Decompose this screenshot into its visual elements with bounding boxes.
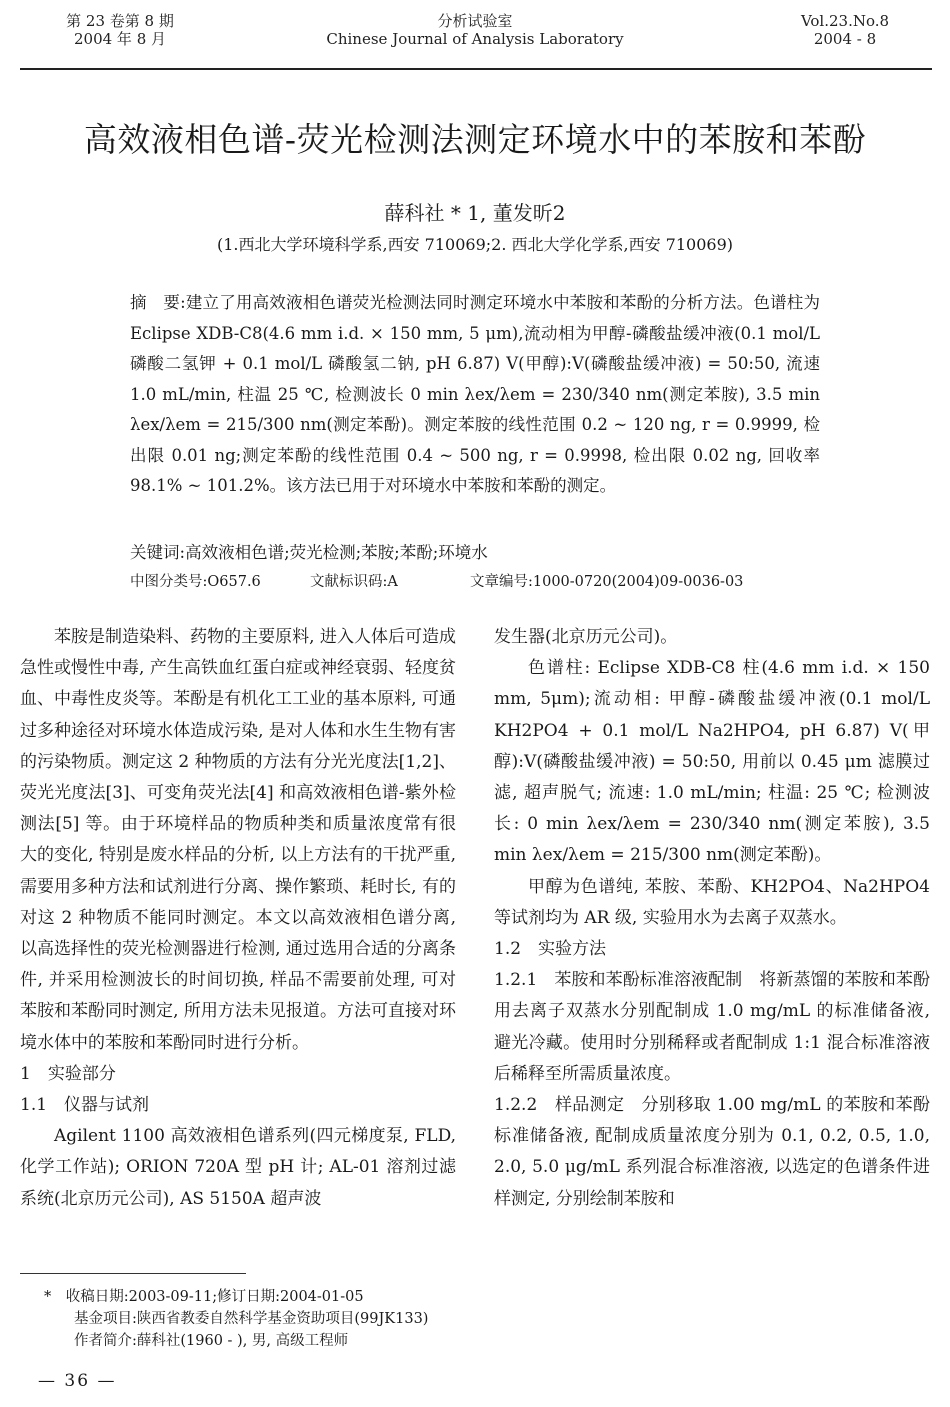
document-code: 文献标识码:A <box>310 574 398 590</box>
fund-info: 基金项目:陕西省教委自然科学基金资助项目(99JK133) <box>74 1311 429 1327</box>
classification <box>130 570 820 594</box>
keywords <box>130 538 820 568</box>
keywords-label: 关键词: <box>130 543 186 562</box>
instruments-paragraph: Agilent 1100 高效液相色谱系列(四元梯度泵, FLD, 化学工作站); ORION 720A 型 pH 计; AL-01 溶剂过滤系统(北京历元公司), AS 5150A 超声波 <box>20 1126 456 1209</box>
received-date: * 收稿日期:2003-09-11;修订日期:2004-01-05 <box>44 1289 364 1305</box>
continued-paragraph: 发生器(北京历元公司)。 <box>494 627 678 647</box>
journal-issue <box>20 12 220 48</box>
author-bio: 作者简介:薛科社(1960 - ), 男, 高级工程师 <box>74 1333 349 1349</box>
footnote-rule <box>20 1273 246 1274</box>
right-column <box>494 622 930 1215</box>
reagents-paragraph: 甲醇为色谱纯, 苯胺、苯酚、KH2PO4、Na2HPO4 等试剂均为 AR 级, 实验用水为去离子双蒸水。 <box>494 876 930 928</box>
standard-solution-paragraph: 1.2.1 苯胺和苯酚标准溶液配制 将新蒸馏的苯胺和苯酚用去离子双蒸水分别配制成 1.0 mg/mL 的标准储备液, 避光冷藏。使用时分别稀释或者配制成 1:1 混合标准溶液后稀释至所需质量浓度。 <box>494 970 930 1084</box>
volume-issue: 第 23 卷第 8 期 <box>66 12 174 30</box>
journal-name <box>280 12 670 48</box>
page-number: — 36 — <box>38 1371 117 1391</box>
chromatography-paragraph: 色谱柱: Eclipse XDB-C8 柱(4.6 mm i.d. × 150 mm, 5μm);流动相: 甲醇-磷酸盐缓冲液(0.1 mol/L KH2PO4 + 0.1 mol/L Na2HPO4, pH 6.87) V(甲醇):V(磷酸盐缓冲液) = 50:50, 用前以 0.45 μm 滤膜过滤, 超声脱气; 流速: 1.0 mL/min; 柱温: 25 ℃; 检测波长: 0 min λex/λem = 230/340 nm(测定苯胺), 3.5 min λex/λem = 215/300 nm(测定苯酚)。 <box>494 658 930 866</box>
abstract-label: 摘 要: <box>130 293 186 312</box>
subsection-heading: 1.1 仪器与试剂 <box>20 1095 150 1116</box>
issue-date: 2004 年 8 月 <box>73 30 167 48</box>
journal-name-en: Chinese Journal of Analysis Laboratory <box>326 30 624 48</box>
section-heading: 1 实验部分 <box>20 1063 116 1084</box>
header-rule <box>20 68 932 70</box>
abstract <box>130 288 820 502</box>
affiliations: (1.西北大学环境科学系,西安 710069;2. 西北大学化学系,西安 710069) <box>217 235 733 254</box>
sample-determination-paragraph: 1.2.2 样品测定 分别移取 1.00 mg/mL 的苯胺和苯酚标准储备液, 配制成质量浓度分别为 0.1, 0.2, 0.5, 1.0, 2.0, 5.0 μg/mL 系列混合标准溶液, 以选定的色谱条件进样测定, 分别绘制苯胺和 <box>494 1095 930 1209</box>
issue-date-en: 2004 - 8 <box>813 30 877 48</box>
keywords-text: 高效液相色谱;荧光检测;苯胺;苯酚;环境水 <box>185 543 488 562</box>
footnotes <box>44 1286 744 1352</box>
journal-issue-en <box>760 12 930 48</box>
subsection-heading: 1.2 实验方法 <box>494 939 607 960</box>
paper-title: 高效液相色谱-荧光检测法测定环境水中的苯胺和苯酚 <box>83 120 867 159</box>
journal-name-cn: 分析试验室 <box>437 12 513 30</box>
volume-issue-en: Vol.23.No.8 <box>800 12 890 30</box>
article-number: 文章编号:1000-0720(2004)09-0036-03 <box>470 574 744 590</box>
authors: 薛科社 * 1, 董发昕2 <box>384 201 566 225</box>
clc-number: 中图分类号:O657.6 <box>130 574 261 590</box>
intro-paragraph: 苯胺是制造染料、药物的主要原料, 进入人体后可造成急性或慢性中毒, 产生高铁血红蛋白症或神经衰弱、轻度贫血、中毒性皮炎等。苯酚是有机化工工业的基本原料, 可通过多种途径对环境水体造成污染, 是对人体和水生生物有害的污染物质。测定这 2 种物质的方法有分光光度法[1,2]、荧光光度法[3]、可变角荧光法[4] 和高效液相色谱-紫外检测法[5] 等。由于环境样品的物质种类和质量浓度常有很大的变化, 特别是废水样品的分析, 以上方法有的干扰严重, 需要用多种方法和试剂进行分离、操作繁琐、耗时长, 有的对这 2 种物质不能同时测定。本文以高效液相色谱分离, 以高选择性的荧光检测器进行检测, 通过选用合适的分离条件, 并采用检测波长的时间切换, 样品不需要前处理, 可对苯胺和苯酚同时测定, 所用方法未见报道。方法可直接对环境水体中的苯胺和苯酚同时进行分析。 <box>20 627 456 1053</box>
left-column <box>20 622 456 1215</box>
abstract-text: 建立了用高效液相色谱荧光检测法同时测定环境水中苯胺和苯酚的分析方法。色谱柱为 Eclipse XDB-C8(4.6 mm i.d. × 150 mm, 5 μm),流动相为甲醇-磷酸盐缓冲液(0.1 mol/L 磷酸二氢钾 + 0.1 mol/L 磷酸氢二钠, pH 6.87) V(甲醇):V(磷酸盐缓冲液) = 50:50, 流速 1.0 mL/min, 柱温 25 ℃, 检测波长 0 min λex/λem = 230/340 nm(测定苯胺), 3.5 min λex/λem = 215/300 nm(测定苯酚)。测定苯胺的线性范围 0.2 ~ 120 ng, r = 0.9999, 检出限 0.01 ng;测定苯酚的线性范围 0.4 ~ 500 ng, r = 0.9998, 检出限 0.02 ng, 回收率 98.1% ~ 101.2%。该方法已用于对环境水中苯胺和苯酚的测定。 <box>130 293 820 495</box>
